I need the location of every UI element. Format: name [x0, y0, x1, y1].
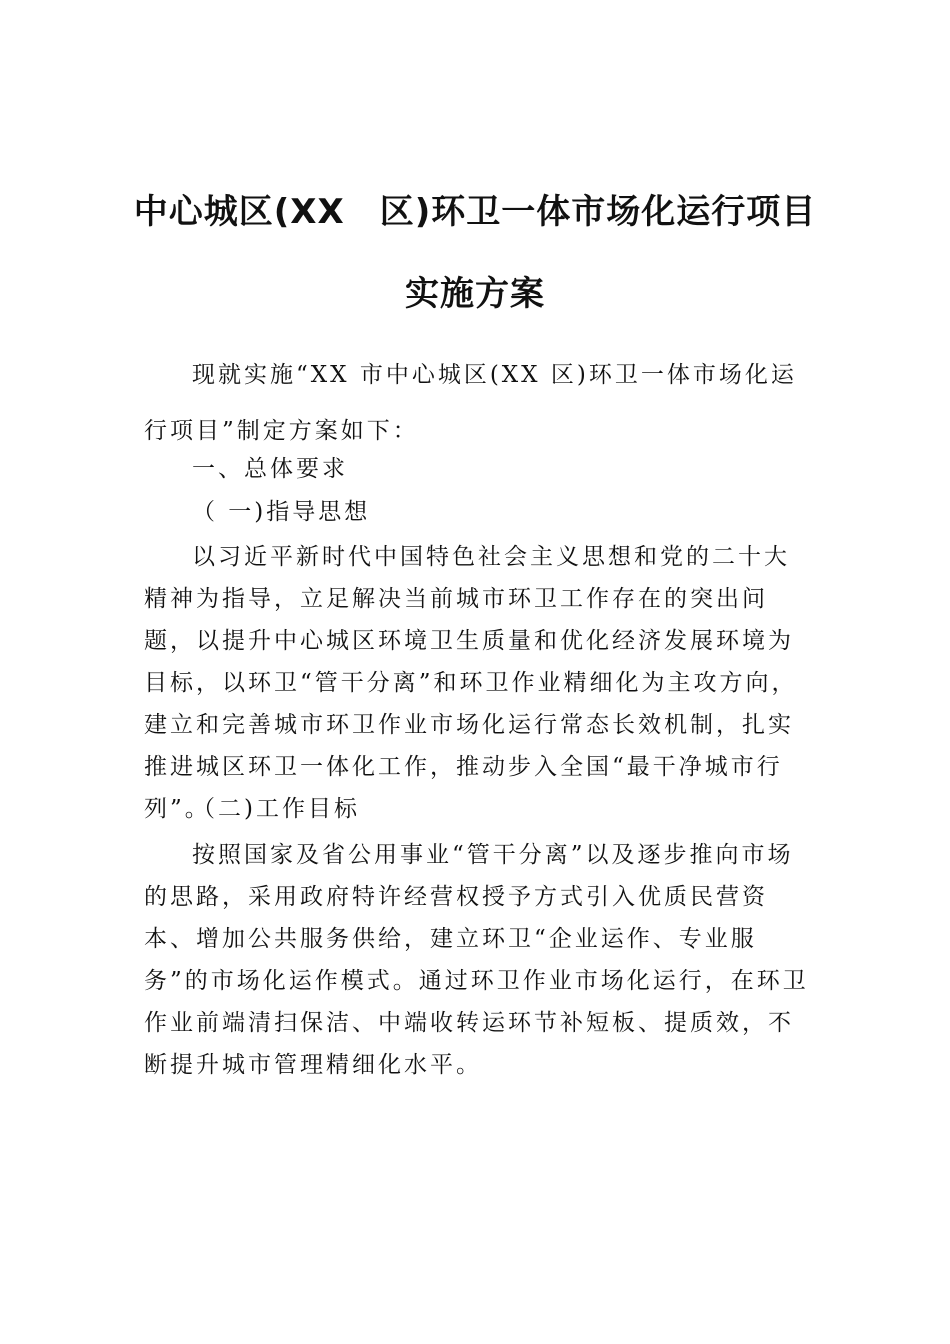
document-title: 中心城区(XX 区)环卫一体市场化运行项目 — [133, 192, 817, 232]
subsection-heading-guiding-ideology: （ 一)指导思想 — [192, 499, 371, 525]
intro-paragraph: 现就实施“XX 市中心城区(XX 区)环卫一体市场化运行项目”制定方案如下： — [144, 362, 797, 444]
subsection-heading-work-goals: （二)工作目标 — [192, 796, 360, 822]
guiding-ideology-paragraph: 以习近平新时代中国特色社会主义思想和党的二十大精神为指导，立足解决当前城市环卫工作存在的突出问题，以提升中心城区环境卫生质量和优化经济发展环境为目标，以环卫“管干分离”和环卫作业精细化为主攻方向，建立和完善城市环卫作业市场化运行常态长效机制，扎实推进城区环卫一体化工作，推动步入全国“最干净城市行列”。 — [144, 544, 798, 822]
section-heading-general-requirements: 一、总体要求 — [192, 456, 348, 482]
work-goals-paragraph: 按照国家及省公用事业“管干分离”以及逐步推向市场的思路，采用政府特许经营权授予方式引入优质民营资本、增加公共服务供给，建立环卫“企业运作、专业服务”的市场化运作模式。通过环卫作业市场化运行，在环卫作业前端清扫保洁、中端收转运环节补短板、提质效，不断提升城市管理精细化水平。 — [144, 842, 809, 1078]
document-subtitle: 实施方案 — [405, 274, 545, 314]
